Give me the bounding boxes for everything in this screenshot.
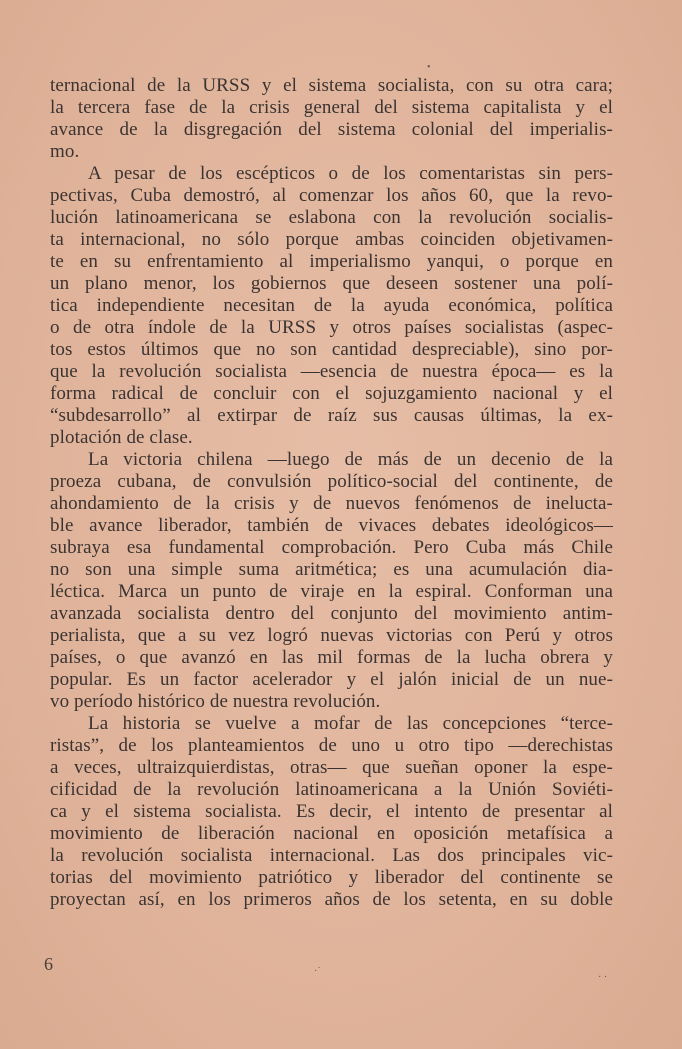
text-line: A pesar de los escépticos o de los comentaristas sin pers- [88,163,613,184]
text-line: léctica. Marca un punto de viraje en la espiral. Conforman una [50,581,613,602]
text-line: “subdesarrollo” al extirpar de raíz sus causas últimas, la ex- [50,405,613,426]
text-line: perialista, que a su vez logró nuevas victorias con Perú y otros [50,625,613,646]
ink-speck: ·˙ [314,966,321,977]
text-line: proeza cubana, de convulsión político-social del continente, de [50,471,613,492]
text-line: que la revolución socialista —esencia de nuestra época— es la [50,361,613,382]
text-line: pectivas, Cuba demostró, al comenzar los años 60, que la revo- [50,185,613,206]
text-line: avanzada socialista dentro del conjunto del movimiento antim- [50,603,613,624]
text-line: a veces, ultraizquierdistas, otras— que sueñan oponer la espe- [50,757,613,778]
text-line: vo período histórico de nuestra revolución. [50,691,381,712]
text-line: torias del movimiento patriótico y liberador del continente se [50,867,613,888]
text-line: lución latinoamericana se eslabona con la revolución socialis- [50,207,613,228]
text-line: cificidad de la revolución latinoamericana a la Unión Soviéti- [50,779,613,800]
ink-speck: · · [598,972,608,983]
text-line: la revolución socialista internacional. Las dos principales vic- [50,845,613,866]
text-line: tos estos últimos que no son cantidad despreciable), sino por- [50,339,613,360]
text-line: La historia se vuelve a mofar de las concepciones “terce- [88,713,613,734]
text-line: popular. Es un factor acelerador y el jalón inicial de un nue- [50,669,613,690]
text-line: ristas”, de los planteamientos de uno u otro tipo —derechistas [50,735,613,756]
text-line: plotación de clase. [50,427,193,448]
text-line: te en su enfrentamiento al imperialismo yanqui, o porque en [50,251,613,272]
text-line: ahondamiento de la crisis y de nuevos fenómenos de inelucta- [50,493,613,514]
page-number: 6 [44,954,53,974]
text-line: un plano menor, los gobiernos que deseen sostener una polí- [50,273,613,294]
text-line: no son una simple suma aritmética; es una acumulación dia- [50,559,613,580]
text-line: subraya esa fundamental comprobación. Pero Cuba más Chile [50,537,613,558]
text-line: ca y el sistema socialista. Es decir, el intento de presentar al [50,801,613,822]
text-line: ble avance liberador, también de vivaces debates ideológicos— [50,515,613,536]
text-line: ternacional de la URSS y el sistema socialista, con su otra cara; [50,75,613,96]
body-text [50,75,613,911]
text-line: forma radical de concluir con el sojuzgamiento nacional y el [50,383,613,404]
text-line: proyectan así, en los primeros años de los setenta, en su doble [50,889,613,910]
text-line: países, o que avanzó en las mil formas de la lucha obrera y [50,647,613,668]
text-line: movimiento de liberación nacional en oposición metafísica a [50,823,613,844]
text-line: la tercera fase de la crisis general del sistema capitalista y el [50,97,613,118]
text-line: o de otra índole de la URSS y otros países socialistas (aspec- [50,317,613,338]
text-line: ta internacional, no sólo porque ambas coinciden objetivamen- [50,229,613,250]
ink-speck: • [427,62,431,73]
text-line: La victoria chilena —luego de más de un decenio de la [88,449,613,470]
text-line: tica independiente necesitan de la ayuda económica, política [50,295,613,316]
text-line: mo. [50,141,80,162]
text-line: avance de la disgregación del sistema colonial del imperialis- [50,119,613,140]
